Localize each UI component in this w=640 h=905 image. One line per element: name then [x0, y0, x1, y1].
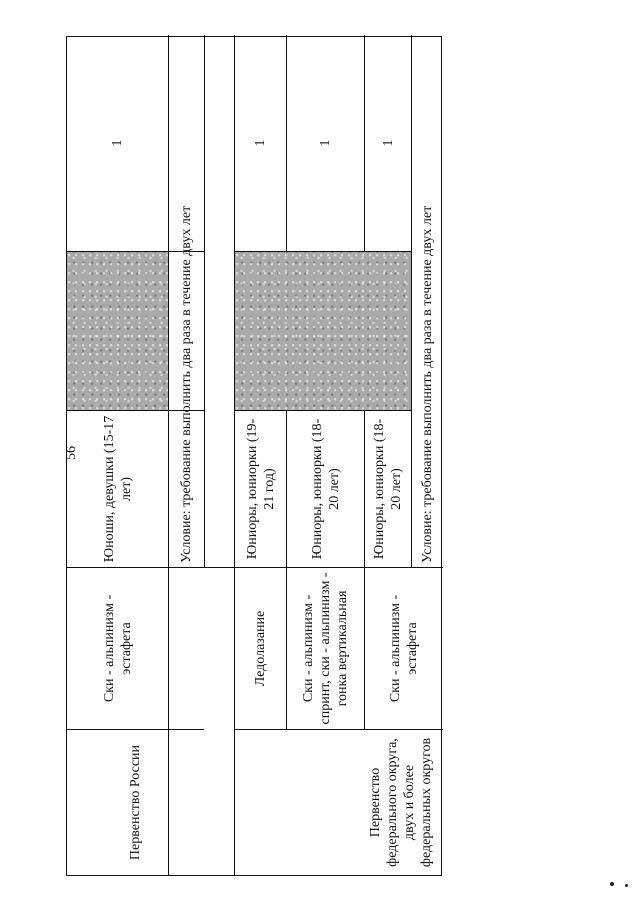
discipline-cell-g2-r2: [287, 568, 364, 729]
page-number: 56: [64, 446, 79, 460]
count-cell-g2-r1: [235, 35, 286, 251]
scan-speck: [625, 884, 628, 887]
discipline-label: Ски - альпинизм - эстафета: [388, 594, 420, 703]
condition-text: Условие: требование выполнить два раза в течение двух лет: [419, 205, 435, 563]
age-group-label: Юниоры, юниорки (18-20 лет): [372, 418, 404, 560]
count-cell-g2-r3: [365, 35, 411, 251]
age-cell-g2-r1: [235, 411, 286, 567]
count-value: 1: [110, 139, 125, 147]
discipline-label: Ски - альпинизм - эстафета: [101, 594, 134, 703]
event-label: Первенство России: [128, 744, 143, 861]
condition-g1: [169, 31, 204, 567]
discipline-label: Ледолазание: [253, 610, 268, 687]
discipline-cell-g1-r1: [67, 568, 168, 729]
age-cell-g2-r3: [365, 411, 411, 567]
scan-speck: [610, 882, 614, 886]
age-group-label: Юниоры, юниорки (18-20 лет): [309, 418, 342, 560]
discipline-label: Ски - альпинизм - спринт, ски - альпинизм - гонка вертикальная: [301, 572, 350, 725]
condition-divider-1: [204, 35, 205, 568]
shaded-cell-g2: [235, 252, 411, 410]
discipline-cell-g2-r1: [235, 568, 286, 729]
event-cell-group2: [235, 730, 443, 875]
age-group-label: Юноши, девушки (15-17 лет): [101, 415, 134, 563]
condition-text: Условие: требование выполнить два раза в течение двух лет: [178, 205, 194, 563]
age-cell-g2-r2: [287, 411, 364, 567]
age-group-label: Юниоры, юниорки (19-21 год): [244, 418, 277, 560]
count-value: 1: [318, 139, 333, 147]
requirements-table: [66, 36, 442, 876]
count-cell-g2-r2: [287, 35, 364, 251]
count-value: 1: [253, 139, 268, 147]
rotated-table-container: [66, 36, 442, 876]
event-cell-group1: [67, 730, 204, 875]
age-cell-g1-r1: [67, 411, 168, 567]
discipline-cell-g2-r3: [365, 568, 443, 729]
count-cell-g1-r1: [67, 35, 168, 251]
count-value: 1: [380, 139, 396, 147]
shaded-cell-g1-r1: [67, 252, 168, 410]
event-label: Первенство федерального округа, двух и более федеральных округов: [368, 737, 434, 868]
condition-g2: [412, 31, 443, 567]
